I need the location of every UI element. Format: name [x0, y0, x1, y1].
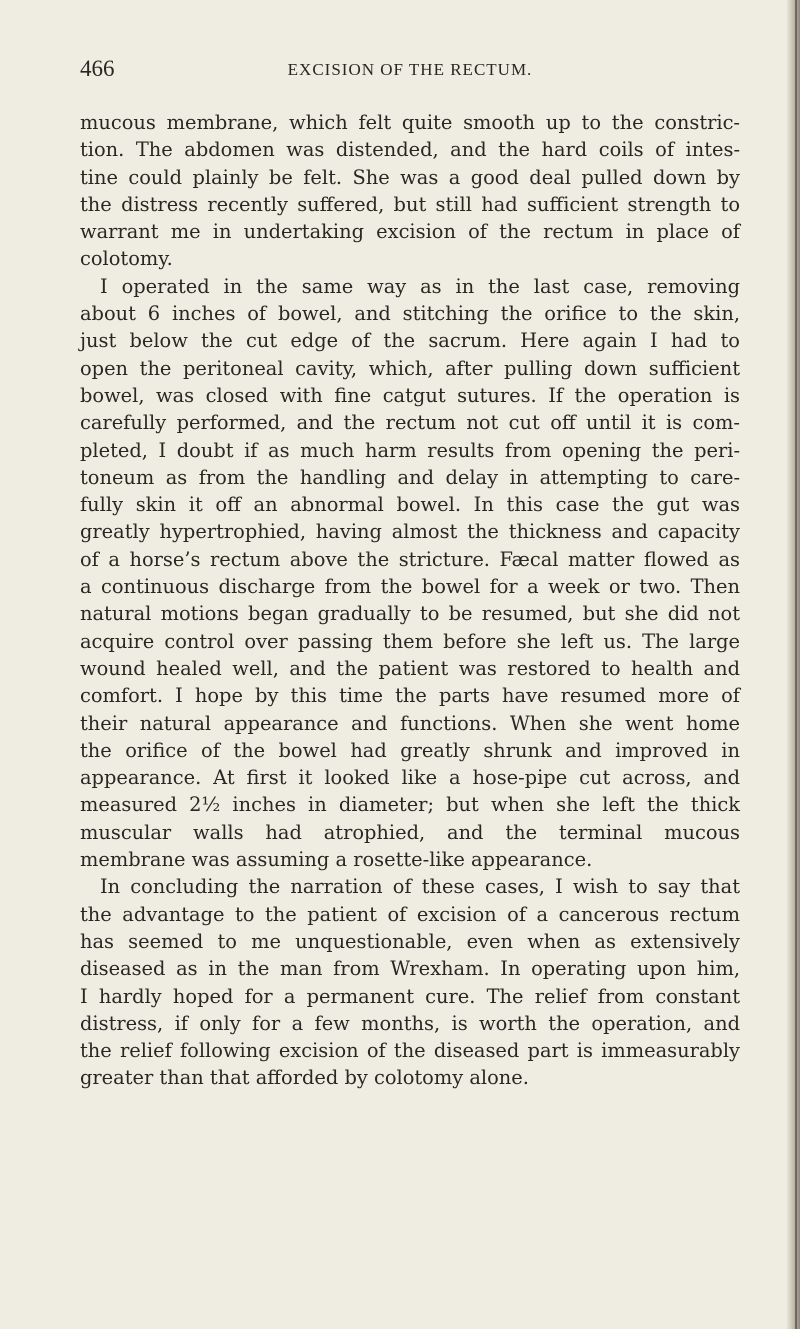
- text-line: wound healed well, and the patient was restored to health and: [80, 656, 740, 680]
- text-line: toneum as from the handling and delay in attempting to care-: [80, 465, 740, 489]
- paragraph-end-line: greater than that afforded by colotomy alone.: [80, 1066, 529, 1090]
- paragraph-start-line: I operated in the same way as in the last case, removing: [100, 274, 740, 298]
- text-line: greatly hypertrophied, having almost the thickness and capacity: [80, 520, 740, 544]
- text-line: their natural appearance and functions. When she went home: [80, 711, 740, 735]
- text-line: bowel, was closed with fine catgut sutures. If the operation is: [80, 383, 740, 407]
- text-line: muscular walls had atrophied, and the terminal mucous: [80, 820, 740, 844]
- text-line: mucous membrane, which felt quite smooth up to the constric-: [80, 111, 740, 134]
- text-line: tion. The abdomen was distended, and the hard coils of intes-: [80, 138, 740, 162]
- page-number: 466: [80, 56, 115, 81]
- text-line: warrant me in undertaking excision of the rectum in place of: [80, 220, 740, 244]
- text-line: carefully performed, and the rectum not cut off until it is com-: [80, 411, 740, 435]
- text-line: the orifice of the bowel had greatly shrunk and improved in: [80, 738, 740, 762]
- text-line: pleted, I doubt if as much harm results from opening the peri-: [80, 438, 740, 462]
- text-line: acquire control over passing them before she left us. The large: [80, 629, 740, 653]
- text-line: appearance. At first it looked like a hose-pipe cut across, and: [80, 766, 740, 790]
- text-line: has seemed to me unquestionable, even when as extensively: [80, 929, 740, 953]
- text-line: of a horse’s rectum above the stricture. Fæcal matter flowed as: [80, 547, 740, 571]
- text-line: about 6 inches of bowel, and stitching the orifice to the skin,: [80, 302, 740, 326]
- text-line: a continuous discharge from the bowel for a week or two. Then: [80, 575, 740, 599]
- text-line: comfort. I hope by this time the parts have resumed more of: [80, 684, 740, 708]
- text-line: fully skin it off an abnormal bowel. In this case the gut was: [80, 493, 740, 517]
- text-line: tine could plainly be felt. She was a good deal pulled down by: [80, 165, 740, 189]
- text-line: open the peritoneal cavity, which, after pulling down sufficient: [80, 356, 740, 380]
- text-line: the advantage to the patient of excision of a cancerous rectum: [80, 902, 740, 926]
- text-line: I hardly hoped for a permanent cure. The relief from constant: [80, 984, 740, 1008]
- text-line: diseased as in the man from Wrexham. In operating upon him,: [80, 957, 740, 981]
- paragraph-end-line: membrane was assuming a rosette-like appearance.: [80, 848, 593, 872]
- text-line: just below the cut edge of the sacrum. Here again I had to: [80, 329, 740, 353]
- page-edge-shadow: [786, 0, 800, 1329]
- text-line: the distress recently suffered, but still had sufficient strength to: [80, 192, 740, 216]
- text-line: measured 2½ inches in diameter; but when she left the thick: [80, 793, 740, 817]
- text-line: the relief following excision of the diseased part is immeasurably: [80, 1039, 740, 1063]
- paragraph-end-line: colotomy.: [80, 247, 173, 271]
- paragraph-start-line: In concluding the narration of these cases, I wish to say that: [100, 875, 740, 899]
- text-line: distress, if only for a few months, is worth the operation, and: [80, 1011, 740, 1035]
- text-line: natural motions began gradually to be resumed, but she did not: [80, 602, 740, 626]
- running-head: [80, 56, 740, 90]
- body-text: [80, 109, 740, 1092]
- running-title: EXCISION OF THE RECTUM.: [287, 60, 533, 79]
- page-edge-line: [795, 0, 797, 1329]
